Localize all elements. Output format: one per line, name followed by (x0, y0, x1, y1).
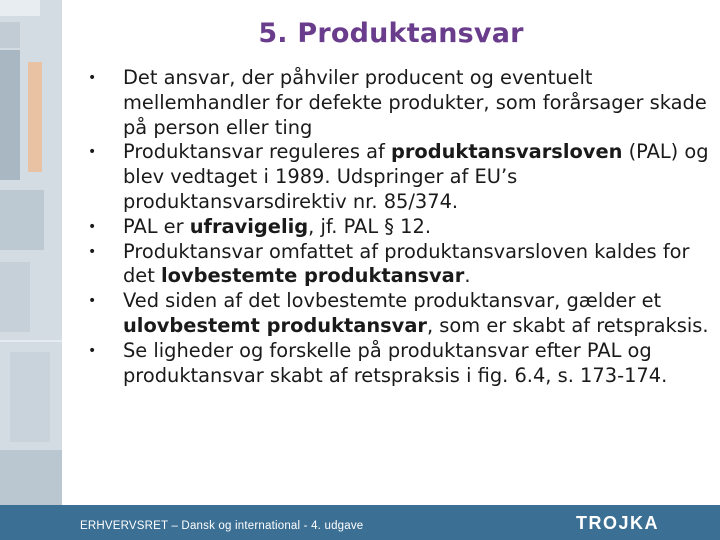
bullet-marker: • (88, 342, 97, 359)
strip-block (0, 22, 20, 48)
bullet-item (88, 140, 713, 214)
strip-block (28, 62, 42, 172)
strip-block (0, 50, 20, 180)
slide-title: 5. Produktansvar (258, 18, 524, 49)
bullet-text: , jf. PAL § 12. (308, 214, 431, 238)
bullet-marker: • (88, 293, 97, 310)
strip-block (0, 450, 62, 505)
bullet-text: Se ligheder og forskelle på produktansvar efter PAL og produktansvar skabt af retspraksis i fig. 6.4, s. 173-174. (123, 338, 668, 387)
strip-block (0, 190, 44, 250)
bullet-bold-text: produktansvarsloven (390, 140, 623, 164)
strip-block (0, 340, 62, 342)
bullet-list (88, 66, 713, 388)
bullet-text: Produktansvar reguleres af (123, 140, 391, 164)
bullet-text: PAL er (123, 214, 190, 238)
bullet-marker: • (88, 218, 97, 235)
bullet-bold-text: ufravigelig (189, 214, 309, 238)
bullet-text: (PAL) og blev vedtaget i 1989. Udspringer af EU’s produktansvarsdirektiv nr. 85/374. (123, 140, 709, 213)
bullet-bold-text: lovbestemte produktansvar (161, 264, 465, 288)
bullet-text: Det ansvar, der påhviler producent og eventuelt mellemhandler for defekte produkter, som forårsager skade på person eller ting (123, 66, 707, 139)
strip-block (10, 352, 50, 442)
bullet-marker: • (88, 144, 97, 161)
bullet-item (88, 66, 713, 140)
bullet-item (88, 215, 713, 240)
bullet-text: Produktansvar omfattet af produktansvarsloven kaldes for det (123, 239, 690, 288)
strip-block (0, 0, 40, 16)
bullet-text: . (464, 264, 471, 288)
bullet-bold-text: ulovbestemt produktansvar (123, 313, 427, 337)
bullet-item (88, 339, 713, 389)
bullet-marker: • (88, 70, 97, 86)
strip-block (0, 262, 30, 332)
bullet-text: Ved siden af det lovbestemte produktansvar, gælder et (123, 289, 662, 313)
publisher-logo: TROJKA (576, 513, 660, 533)
left-decorative-strip (0, 0, 62, 505)
bullet-text: , som er skabt af retspraksis. (426, 313, 709, 337)
footer-bar (0, 505, 720, 540)
bullet-item (88, 289, 713, 339)
footer-text: ERHVERVSRET – Dansk og international - 4. udgave (80, 520, 364, 532)
bullet-item (88, 240, 713, 290)
bullet-marker: • (88, 243, 97, 260)
